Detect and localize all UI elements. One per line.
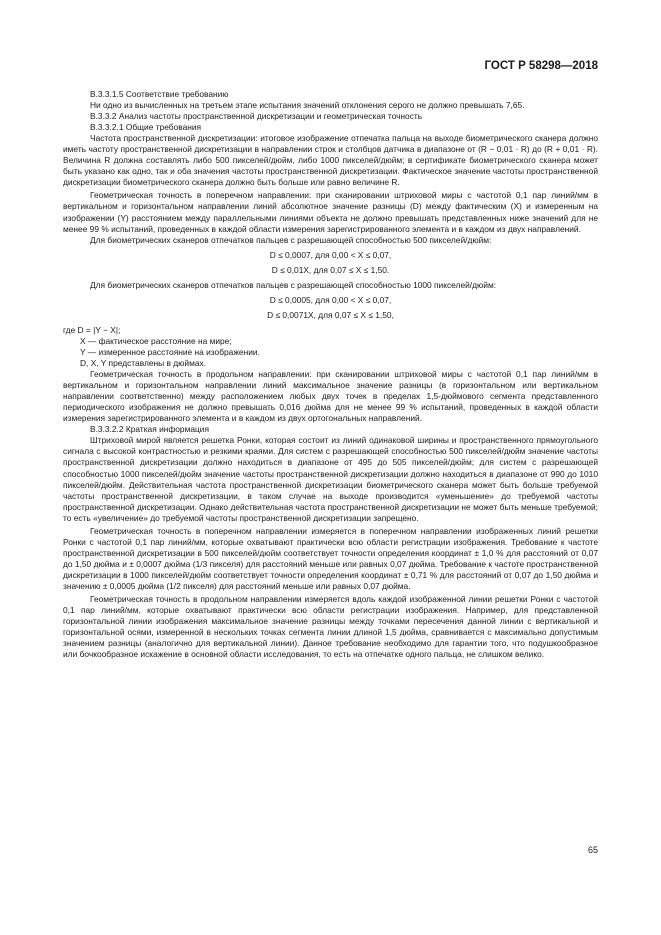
formula: D ≤ 0,01X, для 0,07 ≤ X ≤ 1,50.: [271, 264, 390, 275]
formula-legend: где D = |Y − X|;: [63, 324, 121, 335]
formula: D ≤ 0,0071X, для 0,07 ≤ X ≤ 1,50,: [267, 309, 394, 320]
paragraph: Для биометрических сканеров отпечатков пальцев с разрешающей способностью 500 пикселей/дюйм:: [90, 234, 492, 245]
section-heading: В.3.3.1.5 Соответствие требованию: [90, 89, 229, 99]
section-heading: В.3.3.2 Анализ частоты пространственной дискретизации и геометрическая точность: [90, 111, 423, 122]
paragraph: Для биометрических сканеров отпечатков пальцев с разрешающей способностью 1000 пикселей/дюйм:: [90, 279, 497, 290]
paragraph: Геометрическая точность в продольном направлении: при сканировании штриховой миры с частотой 0,1 пар линий/мм в вертикальном и горизонтальном направлении линий максимальное значение разницы (в горизонтальном или вертикальном направлении соответственно) между расположением любых двух точек в пределах 1,5-дюймового сегмента представленного периодического изображения не должно превышать 0,016 дюйма для не менее 99 % испытаний, проведенных в каждой области измерения зарегистрированного элемента и в каждом из двух ортогональных направлений.: [63, 369, 598, 424]
document-header: ГОСТ Р 58298—2018: [484, 60, 598, 72]
paragraph: Геометрическая точность в продольном направлении измеряется вдоль каждой изображенной линии решетки Ронки с частотой 0,1 пар линий/мм, которые охватывают практически всю области регистрации изображения. Например, для представленной горизонтальной линии изображения максимальное значение разницы между точками пересечения данной линии с вертикальной и горизонтальной осями, измеренной в нескольких точках сегмента линии длиной 1,5 дюйма, сравнивается с максимально допустимым значением разницы (аналогично для вертикальной линии). Данное требование необходимо для гарантии того, что подушкообразное или бочкообразное искажение в основной области исследования, то есть на отпечатке одного пальца, не слишком велико.: [63, 594, 598, 660]
page-number: 65: [587, 845, 598, 855]
formula: D ≤ 0,0005, для 0,00 < X ≤ 0,07,: [269, 294, 392, 305]
paragraph: Штриховой мирой является решетка Ронки, которая состоит из линий одинаковой ширины и пространственного прямоугольного сигнала с высокой контрастностью и резкими краями. Для систем с разрешающей способностью 500 пикселей/дюйм значение частоты пространственной дискретизации должно находиться в диапазоне от 495 до 505 пикселей/дюйм; для систем с разрешающей способностью 1000 пикселей/дюйм значение частоты пространственной дискретизации должно находиться в диапазоне от 990 до 1010 пикселей/дюйм. Действительная частота пространственной дискретизации биометрического сканера может быть больше требуемой частоты пространственной дискретизации, в таком случае на выходе производится «уменьшение» до требуемой частоты пространственной дискретизации. Однако действительная частота пространственной дискретизации не может быть меньше требуемой; то есть «увеличение» до требуемой частоты пространственной дискретизации запрещено.: [63, 435, 598, 523]
formula-legend: Y — измеренное расстояние на изображении.: [80, 346, 260, 357]
section-heading: В.3.3.2.1 Общие требования: [90, 122, 202, 133]
formula: D ≤ 0,0007, для 0,00 < X ≤ 0,07,: [269, 249, 392, 260]
paragraph: Геометрическая точность в поперечном направлении измеряется в поперечном направлении изображенных линий решетки Ронки с частотой 0,1 пар линий/мм, которые охватывают практически всю области регистрации изображения. Требование к частоте пространственной дискретизации в 500 пикселей/дюйм соответствует точности определения координат ± 1,0 % для расстояний от 0,07 до 1,50 дюйма и ± 0,0007 дюйма (1/3 пикселя) для расстояний меньше или равных 0,07 дюйма. Требование к частоте пространственной дискретизации в 1000 пикселей/дюйм соответствует точности определения координат ± 0,71 % для расстояний от 0,07 до 1,50 дюйма и значению ± 0,0005 дюйма (1/2 пикселя) для расстояний меньше или равных 0,07 дюйма.: [63, 525, 598, 591]
section-heading: В.3.3.2.2 Краткая информация: [90, 424, 210, 435]
formula-legend: X — фактическое расстояние на мире;: [80, 335, 232, 346]
paragraph: Ни одно из вычисленных на третьем этапе испытания значений отклонения серого не должно превышать 7,65.: [90, 100, 525, 111]
document-body: [63, 89, 598, 660]
formula-legend: D, X, Y представлены в дюймах.: [80, 358, 207, 369]
paragraph: Геометрическая точность в поперечном направлении: при сканировании штриховой миры с частотой 0,1 пар линий/мм в вертикальном и горизонтальном направлении линий абсолютное значение разницы (D) между фактическим (X) и измеренным на изображении (Y) расстоянием между параллельными линиями объекта не должно превышать представленных ниже значений для не менее 99 % испытаний, проведенных в каждой области измерения зарегистрированного элемента и в каждом из двух направлений.: [63, 190, 598, 234]
paragraph: Частота пространственной дискретизации: итоговое изображение отпечатка пальца на выходе биометрического сканера должно иметь частоту пространственной дискретизации в направлении строк и столбцов датчика в диапазоне от (R − 0,01 · R) до (R + 0,01 · R). Величина R должна составлять либо 500 пикселей/дюйм, либо 1000 пикселей/дюйм; в сертификате биометрического сканера может быть указано как одно, так и оба значения частоты пространственной дискретизации. Фактическое значение частоты пространственной дискретизации биометрического сканера должно быть больше или равно величине R.: [63, 133, 598, 188]
